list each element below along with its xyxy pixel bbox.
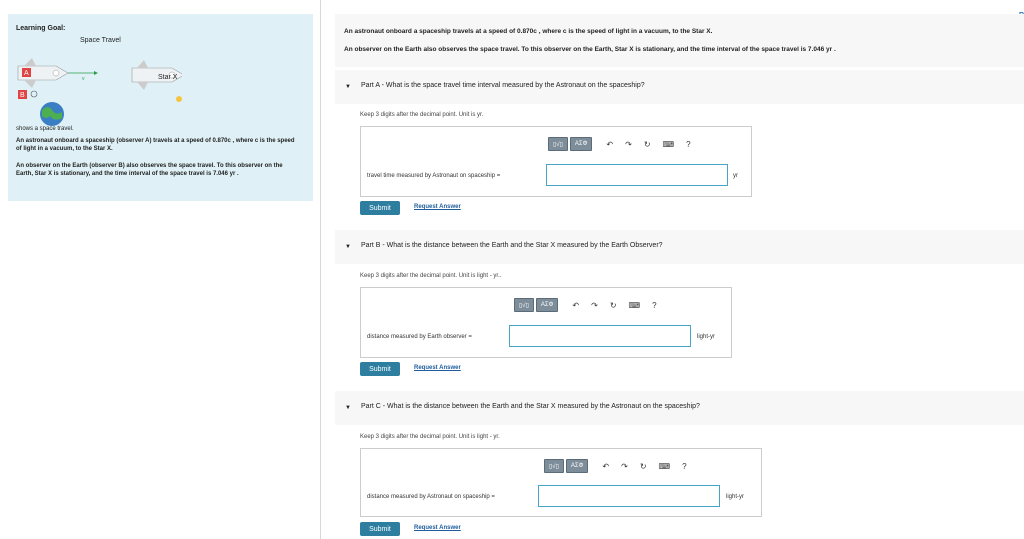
space-travel-label: Space Travel [80, 37, 121, 44]
part-a-title: Part A - What is the space travel time interval measured by the Astronaut on the spaceship? [361, 82, 645, 89]
template-button[interactable]: ▯√▯ [544, 459, 564, 473]
part-c-answer-box [360, 448, 762, 517]
intro-line-1: An astronaut onboard a spaceship travels at a speed of 0.870c , where c is the speed of light in a vacuum, to the Star X. [344, 28, 713, 35]
star-icon [176, 96, 182, 102]
part-c-answer-input[interactable] [538, 485, 720, 507]
spaceship-a-icon [18, 58, 68, 88]
learning-goal-title: Learning Goal: [16, 25, 66, 32]
keyboard-icon[interactable]: ⌨ [662, 139, 675, 149]
reset-icon[interactable]: ↻ [643, 139, 651, 149]
collapse-triangle-icon[interactable]: ▼ [345, 244, 351, 250]
help-icon[interactable]: ? [682, 461, 687, 471]
part-b-unit: light-yr [697, 334, 716, 340]
part-a-answer-input[interactable] [546, 164, 728, 186]
part-b-answer-input[interactable] [509, 325, 691, 347]
redo-icon[interactable]: ↷ [625, 139, 632, 149]
part-b-instructions: Keep 3 digits after the decimal point. Unit is light - yr.. [360, 273, 502, 279]
learning-goal-box [8, 14, 313, 201]
left-panel [0, 0, 321, 539]
part-c-header[interactable] [335, 391, 1024, 425]
part-b-submit-button[interactable]: Submit [360, 362, 400, 376]
main-panel [335, 0, 1024, 539]
greek-symbols-button[interactable]: ΑΣΦ [570, 137, 593, 151]
part-c-submit-button[interactable]: Submit [360, 522, 400, 536]
template-button[interactable]: ▯√▯ [548, 137, 568, 151]
part-b-header[interactable] [335, 230, 1024, 264]
greek-symbols-button[interactable]: ΑΣΦ [536, 298, 559, 312]
part-c-title: Part C - What is the distance between the Earth and the Star X measured by the Astronaut on the spaceship? [361, 403, 700, 410]
part-c-request-answer-link[interactable]: Request Answer [414, 525, 461, 531]
part-b-answer-box [360, 287, 732, 358]
keyboard-icon[interactable]: ⌨ [658, 461, 671, 471]
marker-b: B [20, 92, 25, 99]
keyboard-icon[interactable]: ⌨ [628, 300, 641, 310]
collapse-triangle-icon[interactable]: ▼ [345, 405, 351, 411]
redo-icon[interactable]: ↷ [621, 461, 628, 471]
part-b-title: Part B - What is the distance between the Earth and the Star X measured by the Earth Observer? [361, 242, 663, 249]
goal-text-3: An observer on the Earth (observer B) also observes the space travel. To this observer on the Earth, Star X is stationary, and the time interval of the space travel is 7.046 yr . [16, 163, 283, 177]
part-a-answer-label: travel time measured by Astronaut on spaceship = [367, 173, 501, 179]
part-a-answer-box [360, 126, 752, 197]
greek-symbols-button[interactable]: ΑΣΦ [566, 459, 589, 473]
part-b-answer-label: distance measured by Earth observer = [367, 334, 472, 340]
part-b-toolbar [514, 298, 657, 312]
earth-observer-icon [18, 90, 64, 126]
undo-icon[interactable]: ↶ [572, 300, 580, 310]
part-a-request-answer-link[interactable]: Request Answer [414, 204, 461, 210]
redo-icon[interactable]: ↷ [591, 300, 598, 310]
part-b-request-answer-link[interactable]: Request Answer [414, 365, 461, 371]
help-icon[interactable]: ? [686, 139, 691, 149]
goal-text-2: An astronaut onboard a spaceship (observer A) travels at a speed of 0.870c , where c is the speed of light in a vacuum, to the Star X. [16, 138, 295, 152]
part-c-toolbar [544, 459, 687, 473]
part-c-answer-label: distance measured by Astronaut on spaceship = [367, 494, 495, 500]
part-a-submit-button[interactable]: Submit [360, 201, 400, 215]
template-button[interactable]: ▯√▯ [514, 298, 534, 312]
undo-icon[interactable]: ↶ [606, 139, 614, 149]
svg-text:v: v [82, 76, 85, 82]
space-travel-figure [12, 42, 182, 127]
part-a-instructions: Keep 3 digits after the decimal point. Unit is yr. [360, 112, 484, 118]
intro-line-2: An observer on the Earth also observes the space travel. To this observer on the Earth, Star X is stationary, and the time interval of the space travel is 7.046 yr . [344, 46, 836, 53]
part-c-instructions: Keep 3 digits after the decimal point. Unit is light - yr. [360, 434, 500, 440]
collapse-triangle-icon[interactable]: ▼ [345, 84, 351, 90]
star-x-label: Star X [158, 74, 178, 81]
undo-icon[interactable]: ↶ [602, 461, 610, 471]
goal-text-1: shows a space travel. [16, 126, 74, 132]
part-a-unit: yr [733, 173, 738, 179]
marker-a: A [24, 70, 29, 77]
part-c-unit: light-yr [726, 494, 745, 500]
part-a-header[interactable] [335, 70, 1024, 104]
help-icon[interactable]: ? [652, 300, 657, 310]
part-a-toolbar [548, 137, 691, 151]
reset-icon[interactable]: ↻ [609, 300, 617, 310]
problem-intro [335, 14, 1024, 67]
reset-icon[interactable]: ↻ [639, 461, 647, 471]
